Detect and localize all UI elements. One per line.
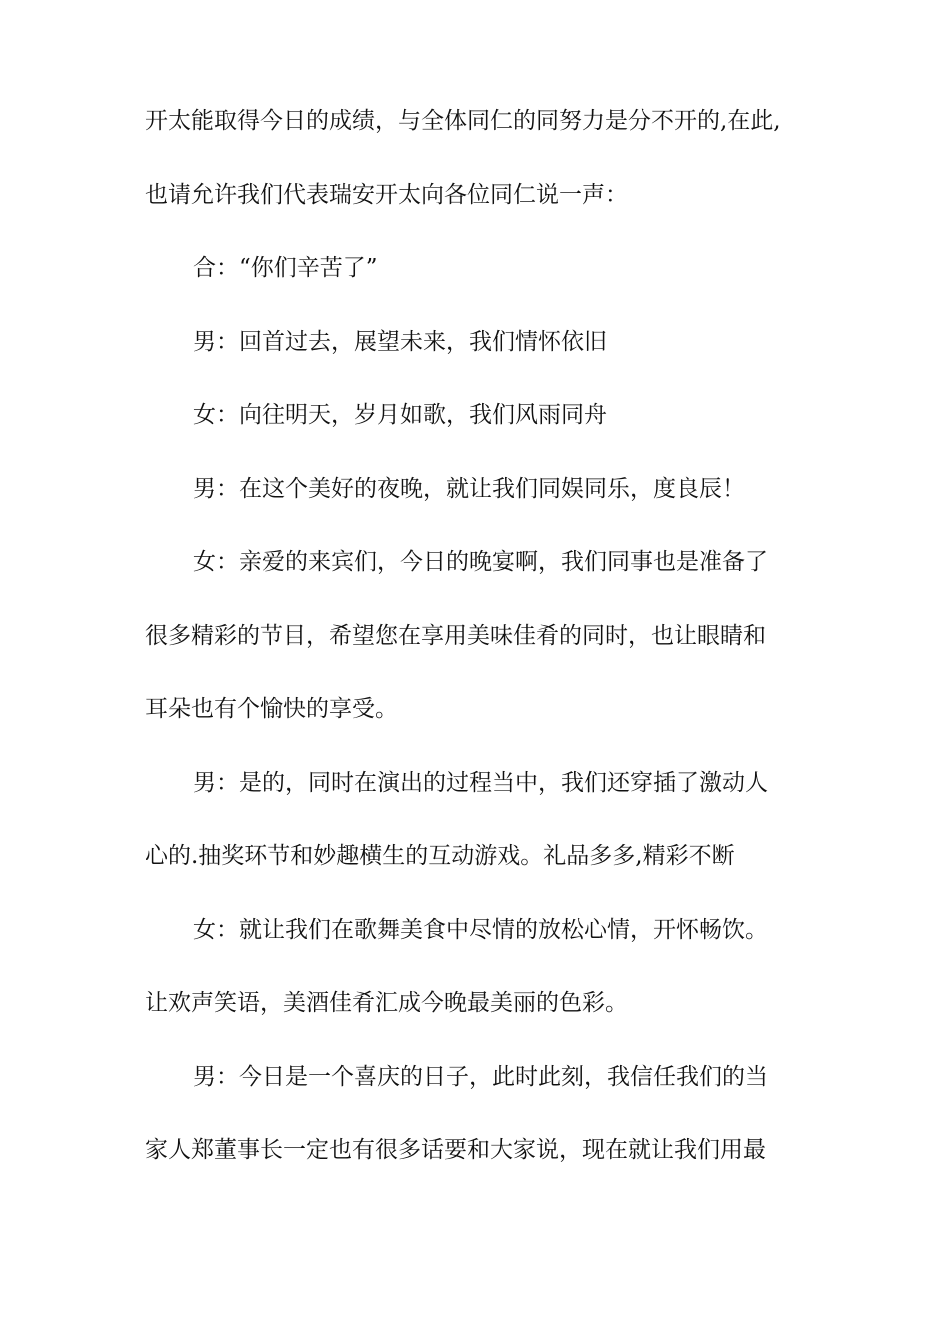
text-line: 耳朵也有个愉快的享受。: [145, 696, 398, 722]
text-line: 也请允许我们代表瑞安开太向各位同仁说一声：: [145, 181, 628, 208]
text-line: 开太能取得今日的成绩，与全体同仁的同努力是分不开的,在此,: [145, 108, 781, 134]
text-line: 很多精彩的节目，希望您在享用美味佳肴的同时，也让眼睛和: [145, 622, 766, 649]
text-line: 心的.抽奖环节和妙趣横生的互动游戏。礼品多多,精彩不断: [145, 843, 735, 869]
text-line: 女：就让我们在歌舞美食中尽情的放松心情，开怀畅饮。: [193, 916, 768, 943]
text-line: 男：回首过去，展望未来，我们情怀依旧: [193, 328, 607, 355]
text-line: 女：向往明天，岁月如歌，我们风雨同舟: [193, 402, 607, 428]
text-line: 男：在这个美好的夜晚，就让我们同娱同乐，度良辰！: [193, 475, 745, 502]
text-line: 合：“你们辛苦了”: [193, 255, 378, 281]
text-line: 家人郑董事长一定也有很多话要和大家说，现在就让我们用最: [145, 1137, 766, 1163]
document-body: [145, 104, 825, 1207]
text-line: 男：今日是一个喜庆的日子，此时此刻，我信任我们的当: [193, 1063, 768, 1090]
text-line: 男：是的，同时在演出的过程当中，我们还穿插了激动人: [193, 769, 768, 796]
text-line: 让欢声笑语，美酒佳肴汇成今晚最美丽的色彩。: [145, 990, 628, 1016]
text-line: 女：亲爱的来宾们，今日的晚宴啊，我们同事也是准备了: [193, 549, 768, 575]
